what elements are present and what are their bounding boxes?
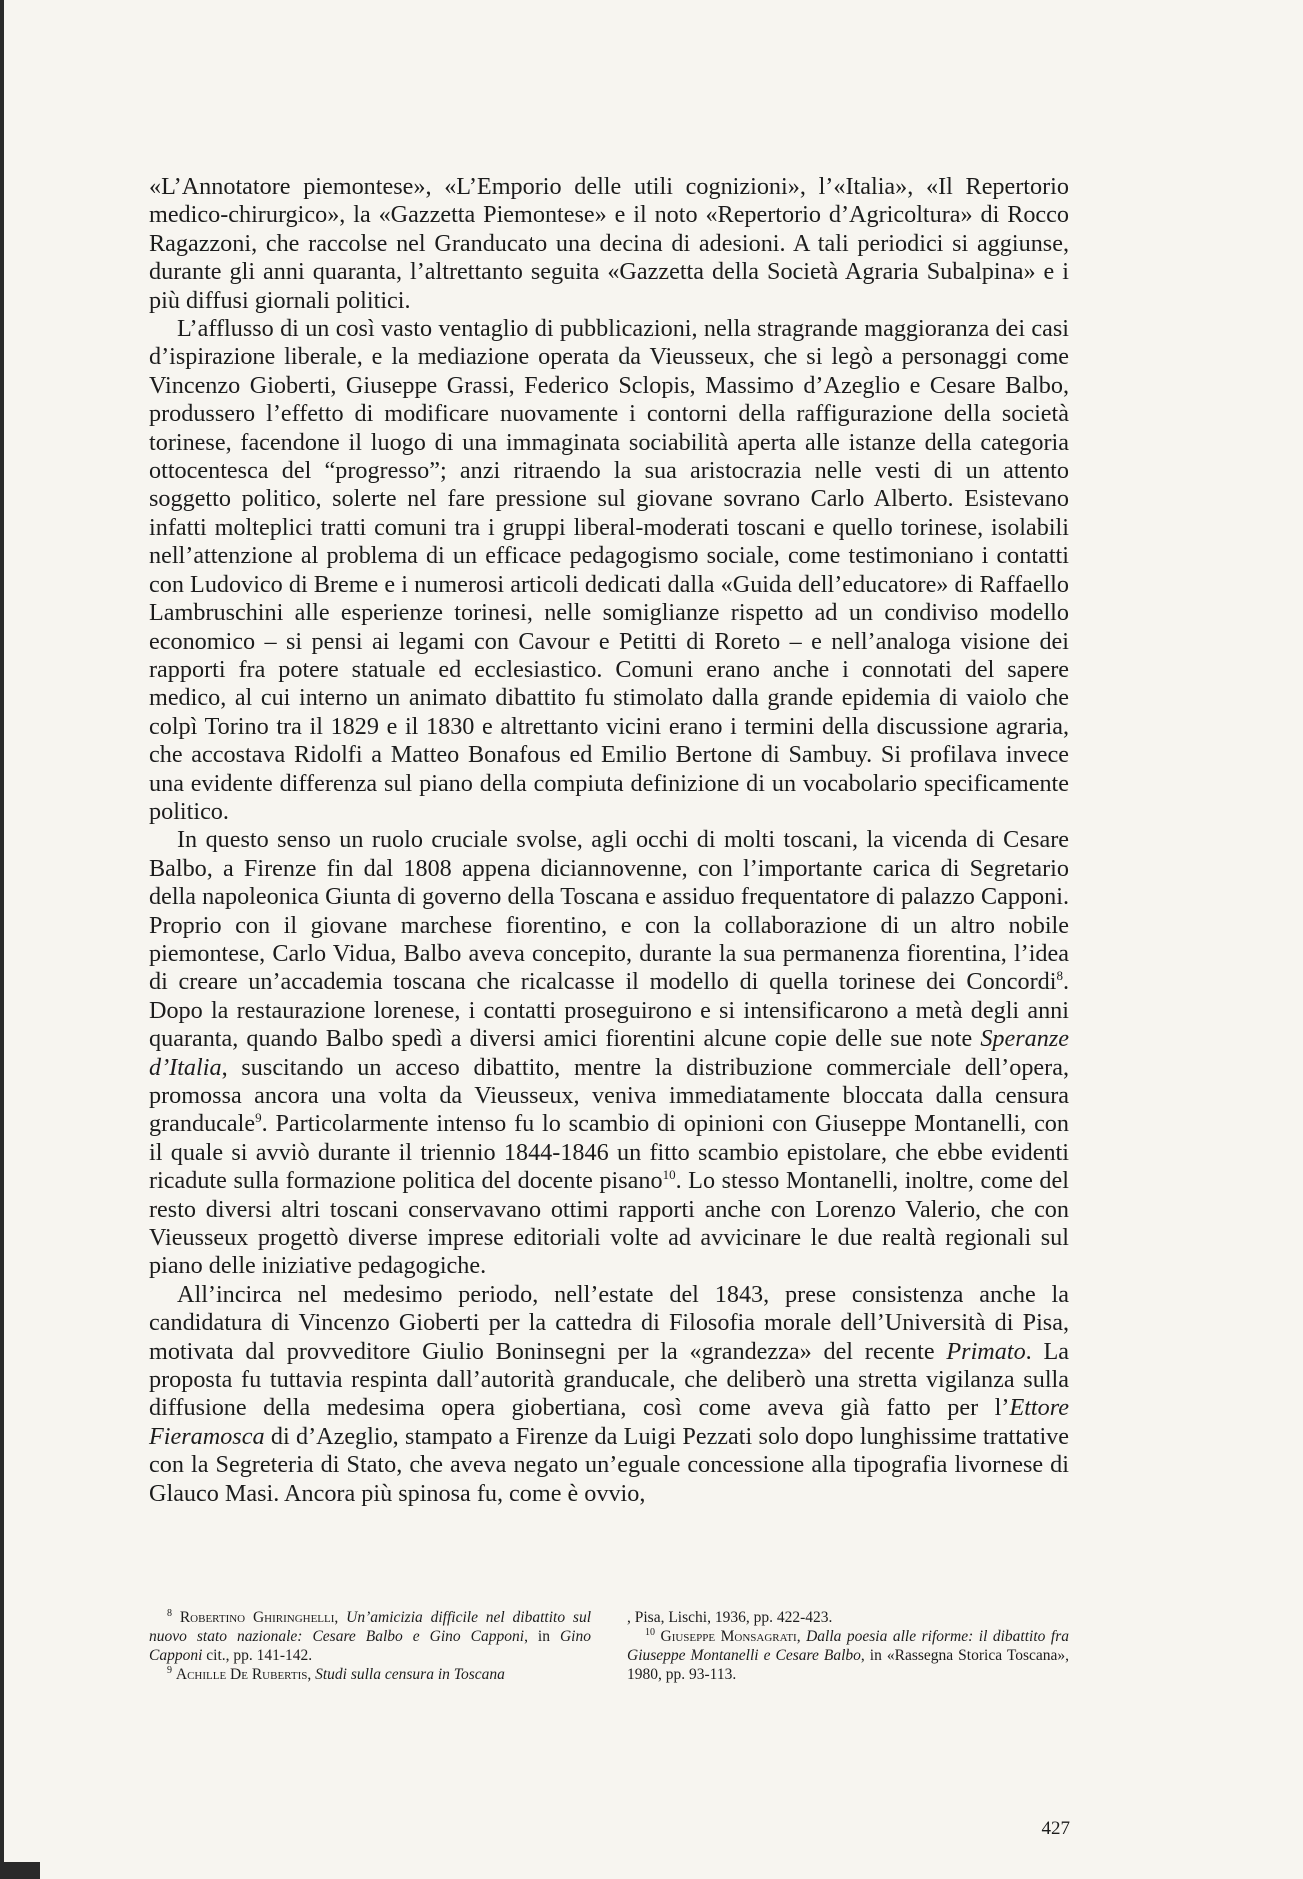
footnote-ref-8[interactable]: 8 bbox=[1056, 968, 1063, 984]
page-corner-shadow bbox=[0, 1862, 40, 1879]
footnote-9-author: Achille De Rubertis bbox=[175, 1666, 308, 1683]
footnote-8-in: , in bbox=[524, 1628, 560, 1645]
footnote-8: $^8$ Robertino Ghiringhelli, Un’amicizia difficile nel dibattito sul nuovo stato nazionale: Cesare Balbo e Gino Capponi, in Gino Capponi cit., pp. 141-142. bbox=[149, 1607, 592, 1664]
page-spine-edge bbox=[0, 0, 4, 1879]
footnote-ref-10[interactable]: 10 bbox=[662, 1167, 676, 1183]
footnote-9-title: Studi sulla censura in Toscana bbox=[315, 1666, 505, 1683]
paragraph-3-part-b: . Dopo la restaurazione lorenese, i contatti proseguirono e si intensificarono a metà degli anni quaranta, quando Balbo spedì a diversi amici fiorentini alcune copie delle sue note bbox=[149, 968, 1069, 1053]
footnotes bbox=[149, 1608, 1069, 1684]
footnote-8-tail: cit., pp. 141-142. bbox=[202, 1647, 313, 1664]
footnotes-right-column bbox=[627, 1608, 1069, 1684]
body-text bbox=[149, 173, 1069, 1508]
paragraph-3-part-d: . Particolarmente intenso fu lo scambio di opinioni con Giuseppe Montanelli, con il quale si avviò durante il triennio 1844-1846 un fitto scambio epistolare, che ebbe evidenti ricadute sulla formazione politica del docente pisano bbox=[149, 1110, 1069, 1195]
paragraph-3-part-c: , suscitando un acceso dibattito, mentre la distribuzione commerciale dell’opera, promossa ancora una volta da Vieusseux, veniva immediatamente bloccata dalla censura granducale bbox=[149, 1053, 1069, 1138]
footnote-8-number: 8 bbox=[167, 1607, 172, 1619]
book-title-speranze: Speranze d’Italia bbox=[149, 1025, 1069, 1081]
footnotes-left-column bbox=[149, 1608, 591, 1684]
paragraph-4-part-c: di d’Azeglio, stampato a Firenze da Luigi Pezzati solo dopo lunghissime trattative con la Segreteria di Stato, che aveva negato un’eguale concessione alla tipografia livornese di Glauco Masi. Ancora più spinosa fu, come è ovvio, bbox=[149, 1422, 1069, 1507]
page-number: 427 bbox=[1041, 1818, 1070, 1839]
footnote-8-author: Robertino Ghiringhelli bbox=[179, 1609, 335, 1626]
footnote-10: $^{10}$ Giuseppe Monsagrati, Dalla poesia alle riforme: il dibattito fra Giuseppe Montanelli e Cesare Balbo, in «Rassegna Storica Toscana», 1980, pp. 93-113. bbox=[627, 1626, 1069, 1683]
footnote-10-author: Giuseppe Monsagrati bbox=[660, 1628, 797, 1645]
footnote-10-title: Dalla poesia alle riforme: il dibattito fra Giuseppe Montanelli e Cesare Balbo bbox=[627, 1628, 1069, 1664]
paragraph-3-part-a: In questo senso un ruolo cruciale svolse, agli occhi di molti toscani, la vicenda di Cesare Balbo, a Firenze fin dal 1808 appena diciannovenne, con l’importante carica di Segretario della napoleonica Giunta di governo della Toscana e assiduo frequentatore di palazzo Capponi. Proprio con il giovane marchese fiorentino, e con la collaborazione di un altro nobile piemontese, Carlo Vidua, Balbo aveva concepito, durante la sua permanenza fiorentina, l’idea di creare un’accademia toscana che ricalcasse il modello di quella torinese dei Concordi bbox=[149, 826, 1069, 996]
footnote-10-tail: , in «Rassegna Storica Toscana», 1980, pp. 93-113. bbox=[627, 1647, 1069, 1683]
paragraph-2: L’afflusso di un così vasto ventaglio di pubblicazioni, nella stragrande maggioranza dei casi d’ispirazione liberale, e la mediazione operata da Vieusseux, che si legò a personaggi come Vincenzo Gioberti, Giuseppe Grassi, Federico Sclopis, Massimo d’Azeglio e Cesare Balbo, produssero l’effetto di modificare nuovamente i contorni della raffigurazione della società torinese, facendone il luogo di una immaginata sociabilità aperta alle istanze della categoria ottocentesca del “progresso”; anzi ritraendo la sua aristocrazia nelle vesti di un attento soggetto politico, solerte nel fare pressione sul giovane sovrano Carlo Alberto. Esistevano infatti molteplici tratti comuni tra i gruppi liberal-moderati toscani e quello torinese, isolabili nell’attenzione al problema di un efficace pedagogismo sociale, come testimoniano i contatti con Ludovico di Breme e i numerosi articoli dedicati dalla «Guida dell’educatore» di Raffaello Lambruschini alle esperienze torinesi, nelle somiglianze rispetto ad un condiviso modello economico – si pensi ai legami con Cavour e Petitti di Roreto – e nell’analoga visione dei rapporti fra potere statuale ed ecclesiastico. Comuni erano anche i connotati del sapere medico, al cui interno un animato dibattito fu stimolato dalla grande epidemia di vaiolo che colpì Torino tra il 1829 e il 1830 e altrettanto vicini erano i termini della discussione agraria, che accostava Ridolfi a Matteo Bonafous ed Emilio Bertone di Sambuy. Si profilava invece una evidente differenza sul piano della compiuta definizione di un vocabolario specificamente politico. bbox=[149, 315, 1069, 825]
footnote-9-continued: , Pisa, Lischi, 1936, pp. 422-423. bbox=[627, 1609, 833, 1626]
footnote-10-number: 10 bbox=[645, 1626, 655, 1638]
paragraph-3-part-e: . Lo stesso Montanelli, inoltre, come del resto diversi altri toscani conservavano ottimi rapporti anche con Lorenzo Valerio, che con Vieusseux progettò diverse imprese editoriali volte ad avvicinare le due realtà regionali sul piano delle iniziative pedagogiche. bbox=[149, 1167, 1069, 1280]
book-title-ettore-fieramosca: Ettore Fieramosca bbox=[149, 1394, 1069, 1450]
book-title-primato: Primato bbox=[946, 1337, 1026, 1365]
footnote-ref-9[interactable]: 9 bbox=[255, 1110, 262, 1126]
footnote-9: $^9$ Achille De Rubertis, Studi sulla censura in Toscana bbox=[167, 1664, 505, 1683]
footnote-8-ref: Gino Capponi bbox=[149, 1628, 591, 1664]
footnote-8-title: Un’amicizia difficile nel dibattito sul nuovo stato nazionale: Cesare Balbo e Gino Capponi bbox=[149, 1609, 592, 1645]
paragraph-1: «L’Annotatore piemontese», «L’Emporio delle utili cognizioni», l’«Italia», «Il Repertorio medico-chirurgico», la «Gazzetta Piemontese» e il noto «Repertorio d’Agricoltura» di Rocco Ragazzoni, che raccolse nel Granducato una decina di adesioni. A tali periodici si aggiunse, durante gli anni quaranta, l’altrettanto seguita «Gazzetta della Società Agraria Subalpina» e i più diffusi giornali politici. bbox=[149, 173, 1069, 314]
footnote-9-number: 9 bbox=[167, 1664, 172, 1676]
paragraph-3 bbox=[149, 826, 1069, 1281]
paragraph-4 bbox=[149, 1281, 1069, 1508]
paragraph-4-part-a: All’incirca nel medesimo periodo, nell’estate del 1843, prese consistenza anche la candidatura di Vincenzo Gioberti per la cattedra di Filosofia morale dell’Università di Pisa, motivata dal provveditore Giulio Boninsegni per la «grandezza» del recente bbox=[149, 1280, 1069, 1365]
paragraph-4-part-b: . La proposta fu tuttavia respinta dall’autorità granducale, che deliberò una stretta vigilanza sulla diffusione della medesima opera giobertiana, così come aveva già fatto per l’ bbox=[149, 1337, 1069, 1422]
